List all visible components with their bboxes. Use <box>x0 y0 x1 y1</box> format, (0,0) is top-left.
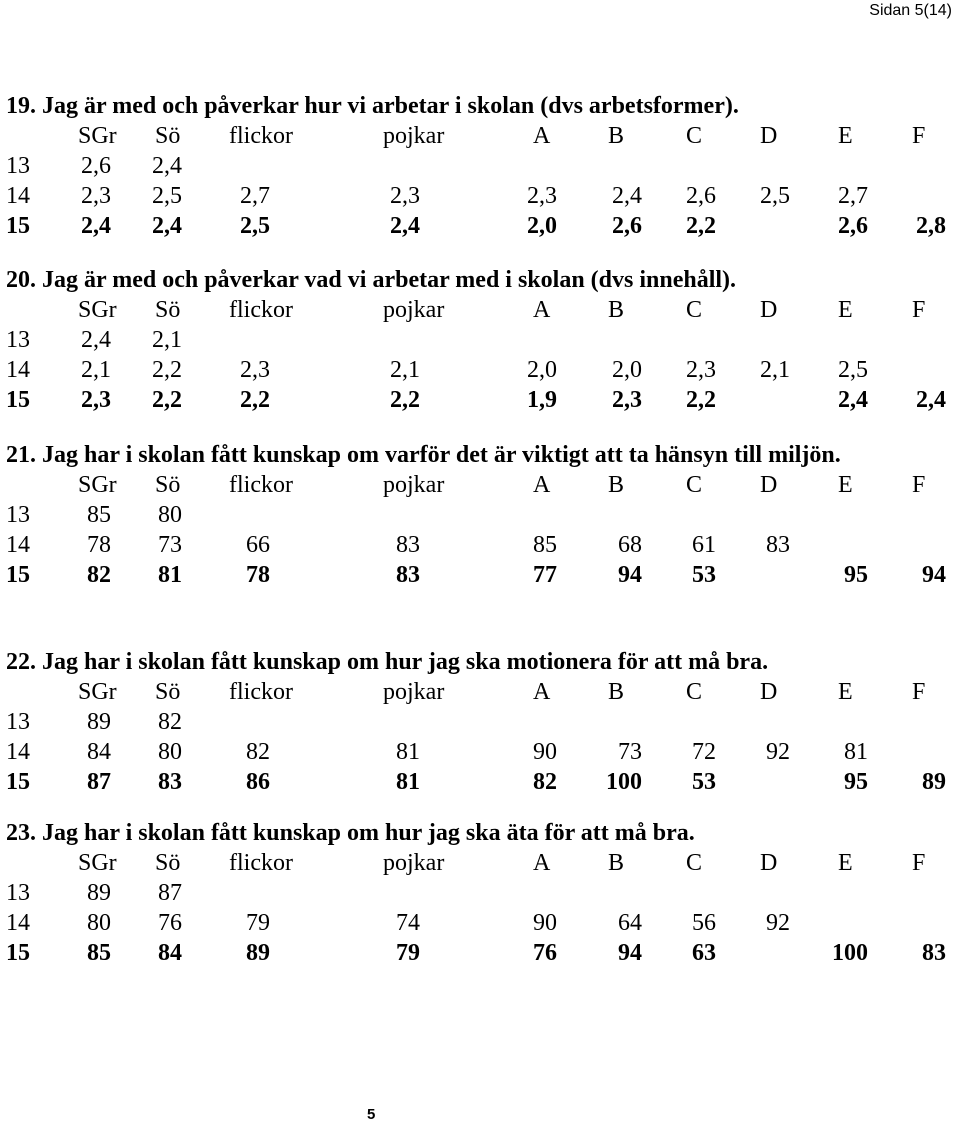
table-cell: 2,3 <box>527 183 557 209</box>
column-header: flickor <box>229 472 293 498</box>
table-cell: 2,8 <box>916 213 946 239</box>
question-title: 19. Jag är med och påverkar hur vi arbetar i skolan (dvs arbetsformer). <box>6 93 739 119</box>
row-label: 13 <box>6 709 30 735</box>
column-header: SGr <box>78 850 117 876</box>
table-cell: 2,5 <box>240 213 270 239</box>
row-label: 13 <box>6 327 30 353</box>
table-cell: 80 <box>87 910 111 936</box>
table-cell: 94 <box>618 940 642 966</box>
row-label: 13 <box>6 153 30 179</box>
table-cell: 73 <box>618 739 642 765</box>
table-cell: 2,4 <box>916 387 946 413</box>
table-cell: 2,1 <box>152 327 182 353</box>
table-cell: 2,3 <box>81 183 111 209</box>
column-header: A <box>533 123 551 149</box>
table-cell: 80 <box>158 502 182 528</box>
column-header: B <box>608 297 625 323</box>
table-cell: 82 <box>87 562 111 588</box>
table-cell: 2,4 <box>612 183 642 209</box>
table-cell: 2,0 <box>527 357 557 383</box>
column-header: C <box>686 472 703 498</box>
table-cell: 72 <box>692 739 716 765</box>
column-header: D <box>760 297 778 323</box>
table-cell: 53 <box>692 562 716 588</box>
column-header: SGr <box>78 123 117 149</box>
column-header: C <box>686 850 703 876</box>
column-header: SGr <box>78 679 117 705</box>
table-cell: 2,2 <box>152 357 182 383</box>
column-header: pojkar <box>383 123 445 149</box>
row-label: 15 <box>6 213 30 239</box>
table-cell: 81 <box>396 739 420 765</box>
table-cell: 78 <box>246 562 270 588</box>
table-cell: 94 <box>618 562 642 588</box>
table-cell: 95 <box>844 562 868 588</box>
table-cell: 85 <box>533 532 557 558</box>
table-cell: 64 <box>618 910 642 936</box>
column-header: A <box>533 297 551 323</box>
column-header: F <box>912 297 926 323</box>
table-cell: 84 <box>87 739 111 765</box>
table-cell: 2,5 <box>838 357 868 383</box>
table-cell: 2,4 <box>390 213 420 239</box>
table-cell: 2,2 <box>686 213 716 239</box>
table-cell: 94 <box>922 562 946 588</box>
row-label: 13 <box>6 880 30 906</box>
column-header: E <box>838 123 853 149</box>
table-cell: 2,1 <box>390 357 420 383</box>
table-cell: 80 <box>158 739 182 765</box>
table-cell: 81 <box>396 769 420 795</box>
table-cell: 81 <box>844 739 868 765</box>
column-header: B <box>608 123 625 149</box>
table-cell: 61 <box>692 532 716 558</box>
column-header: C <box>686 123 703 149</box>
column-header: SGr <box>78 472 117 498</box>
column-header: E <box>838 679 853 705</box>
table-cell: 2,7 <box>838 183 868 209</box>
table-cell: 89 <box>87 880 111 906</box>
column-header: flickor <box>229 297 293 323</box>
table-cell: 83 <box>158 769 182 795</box>
column-header: flickor <box>229 123 293 149</box>
table-cell: 66 <box>246 532 270 558</box>
table-cell: 90 <box>533 910 557 936</box>
row-label: 14 <box>6 532 30 558</box>
question-title: 20. Jag är med och påverkar vad vi arbetar med i skolan (dvs innehåll). <box>6 267 737 293</box>
table-cell: 86 <box>246 769 270 795</box>
column-header: E <box>838 297 853 323</box>
table-cell: 100 <box>606 769 642 795</box>
table-cell: 83 <box>396 562 420 588</box>
column-header: D <box>760 123 778 149</box>
table-cell: 2,6 <box>686 183 716 209</box>
row-label: 14 <box>6 183 30 209</box>
column-header: E <box>838 472 853 498</box>
table-cell: 76 <box>533 940 557 966</box>
table-cell: 2,5 <box>152 183 182 209</box>
table-cell: 2,0 <box>612 357 642 383</box>
column-header: Sö <box>155 679 181 705</box>
table-cell: 2,4 <box>81 327 111 353</box>
table-cell: 79 <box>246 910 270 936</box>
table-cell: 95 <box>844 769 868 795</box>
table-cell: 2,5 <box>760 183 790 209</box>
table-cell: 2,0 <box>527 213 557 239</box>
column-header: F <box>912 472 926 498</box>
question-title: 22. Jag har i skolan fått kunskap om hur jag ska motionera för att må bra. <box>6 649 769 675</box>
column-header: B <box>608 850 625 876</box>
table-cell: 78 <box>87 532 111 558</box>
table-cell: 87 <box>158 880 182 906</box>
table-cell: 2,1 <box>81 357 111 383</box>
table-cell: 79 <box>396 940 420 966</box>
table-cell: 56 <box>692 910 716 936</box>
column-header: Sö <box>155 297 181 323</box>
table-cell: 2,4 <box>838 387 868 413</box>
page-number: 5 <box>367 1106 376 1123</box>
table-cell: 2,4 <box>152 213 182 239</box>
column-header: A <box>533 472 551 498</box>
table-cell: 2,6 <box>612 213 642 239</box>
column-header: F <box>912 679 926 705</box>
column-header: SGr <box>78 297 117 323</box>
column-header: pojkar <box>383 679 445 705</box>
table-cell: 82 <box>158 709 182 735</box>
table-cell: 2,3 <box>81 387 111 413</box>
row-label: 14 <box>6 357 30 383</box>
table-cell: 2,3 <box>240 357 270 383</box>
column-header: B <box>608 472 625 498</box>
column-header: flickor <box>229 850 293 876</box>
question-title: 21. Jag har i skolan fått kunskap om varför det är viktigt att ta hänsyn till miljön. <box>6 442 841 468</box>
question-title: 23. Jag har i skolan fått kunskap om hur jag ska äta för att må bra. <box>6 820 695 846</box>
table-cell: 2,6 <box>81 153 111 179</box>
table-cell: 92 <box>766 910 790 936</box>
column-header: F <box>912 123 926 149</box>
table-cell: 2,7 <box>240 183 270 209</box>
table-cell: 77 <box>533 562 557 588</box>
table-cell: 84 <box>158 940 182 966</box>
table-cell: 68 <box>618 532 642 558</box>
column-header: Sö <box>155 850 181 876</box>
table-cell: 2,2 <box>240 387 270 413</box>
column-header: E <box>838 850 853 876</box>
table-cell: 83 <box>766 532 790 558</box>
table-cell: 74 <box>396 910 420 936</box>
table-cell: 82 <box>246 739 270 765</box>
column-header: Sö <box>155 123 181 149</box>
column-header: C <box>686 679 703 705</box>
page-header-label: Sidan 5(14) <box>869 2 952 19</box>
table-cell: 76 <box>158 910 182 936</box>
table-cell: 89 <box>922 769 946 795</box>
table-cell: 81 <box>158 562 182 588</box>
table-cell: 83 <box>922 940 946 966</box>
row-label: 14 <box>6 739 30 765</box>
column-header: A <box>533 679 551 705</box>
column-header: B <box>608 679 625 705</box>
column-header: Sö <box>155 472 181 498</box>
row-label: 14 <box>6 910 30 936</box>
column-header: F <box>912 850 926 876</box>
table-cell: 2,4 <box>81 213 111 239</box>
row-label: 13 <box>6 502 30 528</box>
column-header: D <box>760 850 778 876</box>
table-cell: 87 <box>87 769 111 795</box>
table-cell: 1,9 <box>527 387 557 413</box>
table-cell: 2,4 <box>152 153 182 179</box>
column-header: A <box>533 850 551 876</box>
table-cell: 2,2 <box>686 387 716 413</box>
table-cell: 83 <box>396 532 420 558</box>
table-cell: 100 <box>832 940 868 966</box>
table-cell: 89 <box>87 709 111 735</box>
table-cell: 2,1 <box>760 357 790 383</box>
table-cell: 2,3 <box>390 183 420 209</box>
row-label: 15 <box>6 769 30 795</box>
table-cell: 63 <box>692 940 716 966</box>
table-cell: 82 <box>533 769 557 795</box>
row-label: 15 <box>6 387 30 413</box>
row-label: 15 <box>6 940 30 966</box>
table-cell: 85 <box>87 502 111 528</box>
table-cell: 2,6 <box>838 213 868 239</box>
table-cell: 85 <box>87 940 111 966</box>
column-header: flickor <box>229 679 293 705</box>
column-header: D <box>760 472 778 498</box>
column-header: pojkar <box>383 850 445 876</box>
column-header: C <box>686 297 703 323</box>
table-cell: 2,3 <box>686 357 716 383</box>
table-cell: 2,2 <box>390 387 420 413</box>
column-header: pojkar <box>383 472 445 498</box>
table-cell: 90 <box>533 739 557 765</box>
table-cell: 53 <box>692 769 716 795</box>
table-cell: 92 <box>766 739 790 765</box>
column-header: D <box>760 679 778 705</box>
column-header: pojkar <box>383 297 445 323</box>
table-cell: 2,3 <box>612 387 642 413</box>
table-cell: 2,2 <box>152 387 182 413</box>
table-cell: 73 <box>158 532 182 558</box>
row-label: 15 <box>6 562 30 588</box>
table-cell: 89 <box>246 940 270 966</box>
